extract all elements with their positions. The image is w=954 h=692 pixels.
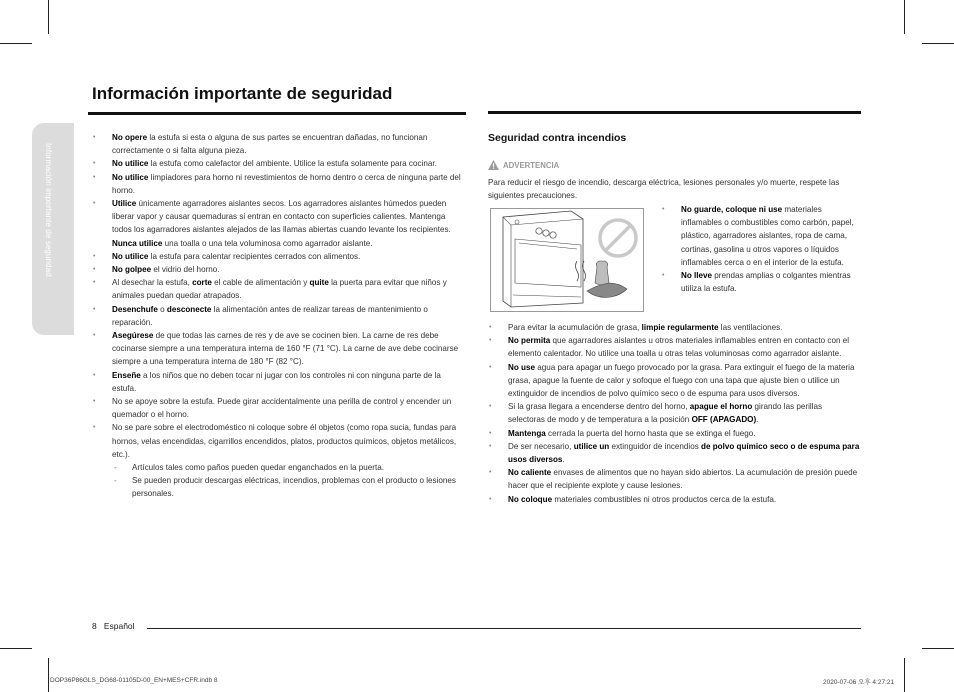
warning-triangle-icon — [488, 160, 499, 170]
stove-drawing — [491, 209, 643, 311]
crop-mark — [0, 43, 32, 44]
title-rule — [88, 112, 466, 115]
list-item: • No use agua para apagar un fuego provocado por la grasa. Para extinguir el fuego de la materia grasa, apague la fuente de calor y sofoque el fuego con una tapa que ajuste bien o utilice un extinguidor de incendios de polvo químico seco o de espuma para usos diversos. — [488, 361, 861, 401]
list-item: • Utilice únicamente agarradores aislantes secos. Los agarradores aislantes húmedos pueden liberar vapor y causar quemaduras si entran en contacto con superficies calientes. Mantenga todos los agarradores aislantes alejados de las llamas abiertas cuando levante los recipientes. Nunca utilice una toalla o una tela voluminosa como agarrador aislante. — [92, 197, 465, 250]
fire-list — [488, 321, 861, 506]
crop-mark — [48, 658, 49, 692]
list-item: • No lleve prendas amplias o colgantes mientras utiliza la estufa. — [661, 269, 863, 295]
footer-rule — [147, 628, 861, 629]
section-heading: Seguridad contra incendios — [488, 132, 627, 144]
warning-label: ADVERTENCIA — [488, 160, 559, 170]
page-title: Información importante de seguridad — [92, 84, 393, 103]
list-item: • Al desechar la estufa, corte el cable de alimentación y quite la puerta para evitar que niños y animales puedan quedar atrapados. — [92, 276, 465, 302]
fire-list-beside-image — [661, 203, 863, 295]
prohibited-sign-icon — [600, 220, 636, 256]
footer-language: Español — [103, 621, 135, 631]
list-item: • Mantenga cerrada la puerta del horno hasta que se extinga el fuego. — [488, 427, 861, 440]
side-tab — [32, 123, 74, 335]
list-item: • No opere la estufa si esta o alguna de sus partes se encuentran dañadas, no funcionan correctamente o si falta alguna pieza. — [92, 131, 465, 157]
list-item: • No se pare sobre el electrodoméstico ni coloque sobre él objetos (como ropa sucia, fundas para hornos, velas encendidas, cigarrillos encendidos, platos, productos químicos, objetos metálicos, etc.). - Artículos tales como paños pueden quedar enganchados en la puerta. - Se pueden producir descargas eléctricas, incendios, problemas con el producto o lesiones personales. — [92, 421, 465, 500]
side-tab-label: Información importante de seguridad — [44, 143, 53, 277]
list-item: • No permita que agarradores aislantes u otros materiales inflamables entren en contacto con el elemento calentador. No utilice una toalla u otras telas voluminosas como agarrador aislante. — [488, 334, 861, 360]
list-item: • No utilice limpiadores para horno ni revestimientos de horno dentro o cerca de ninguna parte del horno. — [92, 171, 465, 197]
list-item: • De ser necesario, utilice un extinguidor de incendios de polvo químico seco o de espuma para usos diversos. — [488, 440, 861, 466]
safety-list-left — [92, 131, 465, 501]
list-item: • No se apoye sobre la estufa. Puede girar accidentalmente una perilla de control y encender un quemador o el horno. — [92, 395, 465, 421]
section-rule — [488, 111, 861, 114]
page-footer — [92, 621, 135, 631]
list-item: • Enseñe a los niños que no deben tocar ni jugar con los controles ni con ninguna parte de la estufa. — [92, 369, 465, 395]
crop-mark — [48, 0, 49, 34]
sub-list — [112, 461, 465, 501]
list-item: • No guarde, coloque ni use materiales inflamables o combustibles como carbón, papel, plástico, agarradores aislantes, ropa de cama, cortinas, gasolina u otros vapores o líquidos inflamables cerca o en el interior de la estufa. — [661, 203, 863, 269]
sub-list-item: - Artículos tales como paños pueden quedar enganchados en la puerta. — [112, 461, 465, 474]
crop-mark — [0, 648, 32, 649]
crop-mark — [904, 0, 905, 34]
list-item: • Asegúrese de que todas las carnes de res y de ave se cocinen bien. La carne de res debe cocinarse siempre a una temperatura interna de 160 °F (71 °C). La carne de ave debe cocinarse siempre a una temperatura interna de 180 °F (82 °C). — [92, 329, 465, 369]
crop-mark — [922, 43, 954, 44]
list-item: • No utilice la estufa para calentar recipientes cerrados con alimentos. — [92, 250, 465, 263]
stove-illustration — [490, 208, 644, 312]
list-item: • Si la grasa llegara a encenderse dentro del horno, apague el horno girando las perillas selectoras de modo y de temperatura a la posición OFF (APAGADO). — [488, 400, 861, 426]
crop-mark — [922, 648, 954, 649]
sub-list-item: - Se pueden producir descargas eléctricas, incendios, problemas con el producto o lesiones personales. — [112, 474, 465, 500]
page-number: 8 — [92, 621, 97, 631]
print-slug-date: 2020-07-06 오후 4:27:21 — [823, 679, 895, 686]
list-item: • No coloque materiales combustibles ni otros productos cerca de la estufa. — [488, 493, 861, 506]
list-item: • Para evitar la acumulación de grasa, limpie regularmente las ventilaciones. — [488, 321, 861, 334]
warning-intro: Para reducir el riesgo de incendio, descarga eléctrica, lesiones personales y/o muerte, respete las siguientes precauciones. — [488, 178, 840, 201]
list-item: • No golpee el vidrio del horno. — [92, 263, 465, 276]
crop-mark — [904, 658, 905, 692]
list-item: • No caliente envases de alimentos que no hayan sido abiertos. La acumulación de presión puede hacer que el recipiente explote y cause lesiones. — [488, 466, 861, 492]
print-slug-file: DOP36P86GLS_DG68-01105D-00_EN+MES+CFR.indb 8 — [50, 677, 218, 684]
list-item: • No utilice la estufa como calefactor del ambiente. Utilice la estufa solamente para cocinar. — [92, 157, 465, 170]
list-item: • Desenchufe o desconecte la alimentación antes de realizar tareas de mantenimiento o reparación. — [92, 303, 465, 329]
